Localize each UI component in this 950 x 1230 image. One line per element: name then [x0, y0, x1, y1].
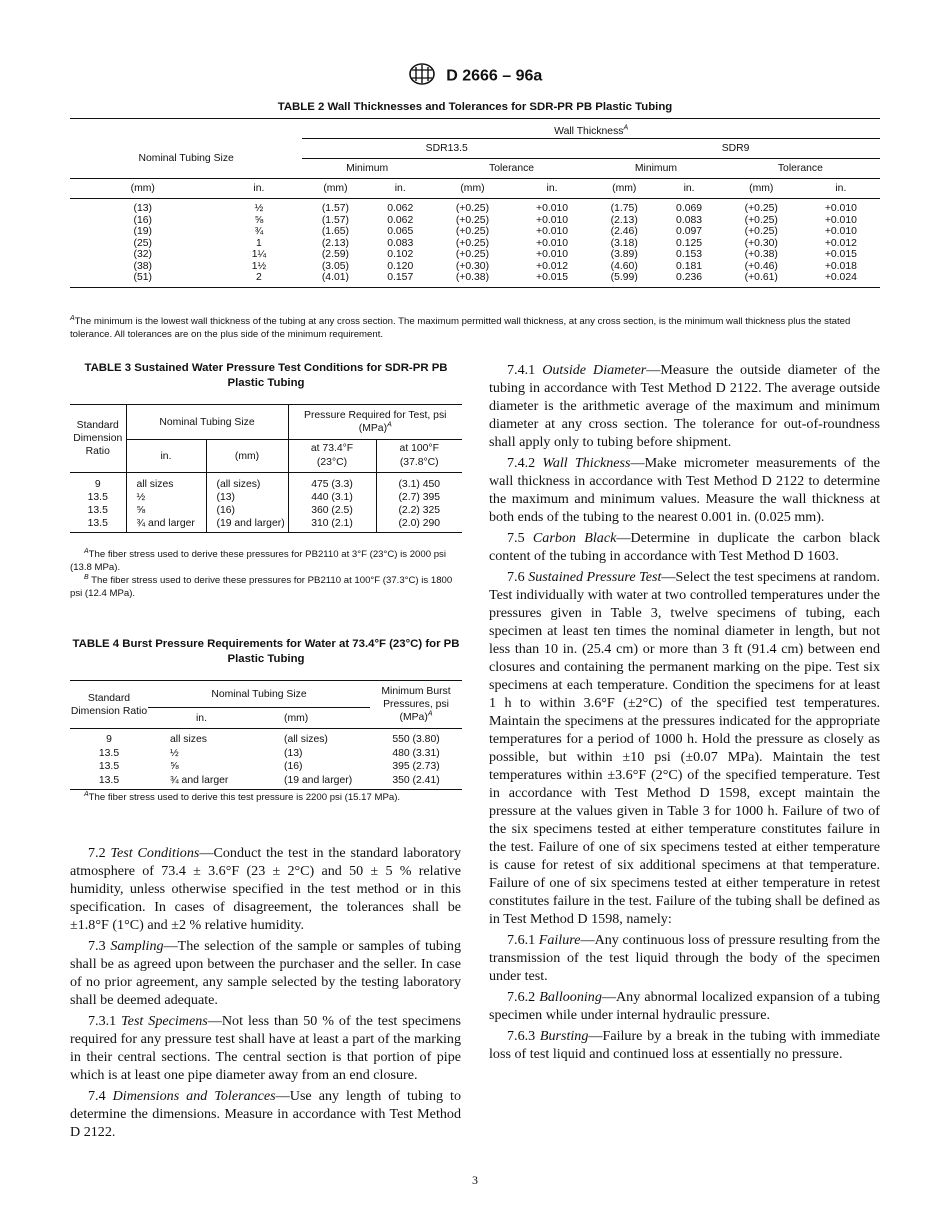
table-cell: +0.010 [536, 237, 569, 249]
table-cell: ⅝ [126, 504, 206, 517]
table-cell: 440 (3.1) [288, 491, 376, 504]
page-header [0, 62, 950, 91]
table-cell: (16) [284, 761, 303, 772]
section-7-2: 7.2 Test Conditions—Conduct the test in the standard laboratory atmosphere of 73.4 ± 3.6°F (23 ± 2°C) and 50 ± 5 % relative humidity, unless otherwise specified in the test method or in this specification. In cases of disagreement, the tolerances shall be ±1.8°F (1°C) and ±2 % relative humidity. [70, 845, 461, 933]
table-cell: ½ [170, 747, 179, 759]
table-cell: (19) [133, 226, 152, 237]
table-cell: +0.010 [824, 203, 857, 214]
table-cell: (+0.38) [432, 272, 513, 287]
table-cell: +0.012 [824, 237, 857, 249]
table-cell: (+0.25) [455, 249, 490, 260]
mm-header: (mm) [206, 440, 288, 473]
table-cell: 1¼ [251, 249, 267, 260]
table-row [70, 238, 880, 250]
table4 [70, 680, 462, 790]
table-row [70, 491, 462, 504]
in-header: in. [802, 179, 880, 199]
table-cell: +0.010 [824, 214, 857, 226]
table-cell: (+0.25) [744, 214, 778, 226]
mm-header: (mm) [276, 708, 370, 729]
table-cell: (+0.25) [744, 226, 778, 237]
table-cell: (+0.25) [455, 226, 490, 237]
table-cell: (3.1) 450 [376, 473, 462, 492]
table-cell: ½ [126, 491, 206, 504]
table-cell: 310 (2.1) [288, 517, 376, 533]
table4-caption: TABLE 4 Burst Pressure Requirements for Water at 73.4°F (23°C) for PB Plastic Tubing [72, 638, 460, 665]
table-cell: 0.157 [369, 272, 432, 287]
table-cell: (all sizes) [206, 473, 288, 492]
table-cell: (1.57) [321, 214, 349, 226]
table-cell: (32) [133, 249, 152, 260]
tolerance-header: Tolerance [432, 159, 591, 179]
in-header: in. [513, 179, 591, 199]
in-header: in. [148, 708, 276, 729]
nominal-size-header: Nominal Tubing Size [70, 139, 302, 179]
table-cell: (all sizes) [284, 734, 328, 745]
section-7-6: 7.6 Sustained Pressure Test—Select the test specimens at random. Test individually with water at two controlled temperatures under the pressures given in Table 3, twelve specimens of tubing, each specimen at least ten times the nominal diameter in length, but not less than 10 in. (25.4 cm) or more than 3 ft (91.4 cm) between end closures and containing the permanent marking on the pipe. Test six specimens at each temperature. Condition the specimens for at least 1 h to within 3.6°F (±2°C) of the specified test temperatures. Maintain the specimens at the pressures indicated for the appropriate temperatures for a period of 1000 h. Hold the pressure as closely as possible, but within ±10 psi (±0.07 MPa). Maintain the test temperatures within ±3.6°F (2°C) of the specified temperature. Test in accordance with Test Method D 1598, except maintain the pressure at the values given in Table 3 for 1000 h. Failure of two of the six specimens tested at either temperature constitutes failure in the test. Failure of one of six specimens tested at either temperature is cause for retest of six additional specimens at that temperature. Failure of one of six specimens tested at either temperature in retest constitutes failure in the test. Failure of the tubing shall be defined as in Test Method D 1598, namely: [489, 569, 880, 927]
document-designation: D 2666 – 96a [446, 67, 543, 85]
table-row [70, 272, 880, 287]
table-cell: (+0.25) [744, 203, 778, 214]
sdr13-header: SDR13.5 [302, 139, 591, 159]
table-cell: ¾ [254, 226, 264, 237]
table-cell: (2.7) 395 [376, 491, 462, 504]
burst-header: Minimum Burst Pressures, psi (MPa)$^A$ [370, 681, 462, 729]
table-cell: 475 (3.3) [288, 473, 376, 492]
table2-caption: TABLE 2 Wall Thicknesses and Tolerances for SDR-PR PB Plastic Tubing [277, 101, 673, 113]
astm-logo-icon [408, 62, 436, 91]
table-cell: 13.5 [70, 517, 126, 533]
table2 [70, 118, 880, 288]
minimum-header: Minimum [591, 159, 721, 179]
table-cell: +0.010 [536, 214, 569, 226]
table-cell: 0.181 [676, 260, 703, 272]
table-cell: 0.083 [387, 237, 414, 249]
section-7-4-1: 7.4.1 Outside Diameter—Measure the outside diameter of the tubing in accordance with Test Method D 2122. The average outside diameter is the arithmetic average of the maximum and minimum diameter at any cross section. The tolerance for out-of-roundness shall apply only to tubing before shipment. [489, 362, 880, 450]
left-column-text [70, 844, 461, 1141]
table2-footnote: $^A$The minimum is the lowest wall thickness of the tubing at any cross section. The maximum permitted wall thickness, at any cross section, is the minimum wall thickness plus the stated tolerance. All tolerances are on the plus side of the minimum requirement. [70, 314, 851, 340]
table-cell: 13.5 [98, 747, 120, 759]
table-row [70, 517, 462, 533]
std-dim-header: Standard Dimension Ratio [70, 405, 126, 473]
table-cell: 0.236 [657, 272, 720, 287]
table-cell: (+0.25) [455, 203, 490, 214]
table-cell: (2.2) 325 [376, 504, 462, 517]
table-row [70, 747, 462, 761]
mm-header: (mm) [591, 179, 657, 199]
table-cell: (2.13) [610, 214, 638, 226]
nominal-size-header: Nominal Tubing Size [148, 681, 370, 708]
table-cell: (25) [133, 237, 152, 249]
table-cell: (4.01) [302, 272, 368, 287]
table-cell: 13.5 [98, 761, 120, 772]
table-cell: (1.57) [321, 203, 349, 214]
table-cell: 0.120 [387, 260, 414, 272]
table-cell: (16) [133, 214, 152, 226]
table-cell: 0.125 [676, 237, 703, 249]
table-cell: (+0.25) [455, 237, 490, 249]
table-row [70, 215, 880, 227]
table-cell: (38) [133, 260, 152, 272]
section-7-4-2: 7.4.2 Wall Thickness—Make micrometer measurements of the wall thickness in accordance with Test Method D 2122 to determine the maximum and minimum values. Measure the wall thickness at both ends of the tubing to the nearest 0.001 in. (0.025 mm). [489, 455, 880, 525]
table4-footnote: $^A$The fiber stress used to derive this test pressure is 2200 psi (15.17 MPa). [84, 790, 401, 803]
table-cell: (13) [206, 491, 288, 504]
table-cell: (1.75) [610, 203, 638, 214]
table-cell: +0.018 [824, 260, 857, 272]
section-7-6-1: 7.6.1 Failure—Any continuous loss of pressure resulting from the transmission of the test liquid through the body of the specimen under test. [489, 932, 880, 984]
table-cell: +0.010 [536, 203, 569, 214]
table-cell: +0.010 [536, 249, 569, 260]
table-cell: 0.062 [387, 203, 414, 214]
section-7-3-1: 7.3.1 Test Specimens—Not less than 50 % of the test specimens required for any pressure test shall have at least a part of the marking in their central sections. The central section is that portion of pipe which is at least one pipe diameter away from an end closure. [70, 1013, 461, 1083]
table-cell: 13.5 [87, 492, 108, 503]
table-cell: (2.46) [610, 226, 638, 237]
table-cell: 0.153 [676, 249, 703, 260]
table-cell: 0.062 [387, 214, 414, 226]
nominal-size-header: Nominal Tubing Size [126, 405, 288, 440]
std-dim-header: Standard Dimension Ratio [70, 681, 148, 729]
table-cell: (13) [133, 203, 152, 214]
temp1-header: at 73.4°F (23°C) [288, 440, 376, 473]
table-cell: 2 [216, 272, 303, 287]
table-cell: (2.0) 290 [376, 517, 462, 533]
table-row [70, 774, 462, 790]
tolerance-header: Tolerance [721, 159, 880, 179]
table-cell: ⅝ [254, 214, 264, 226]
section-7-5: 7.5 Carbon Black—Determine in duplicate the carbon black content of the tubing in accordance with Test Method D 1603. [489, 530, 881, 564]
section-7-6-2: 7.6.2 Ballooning—Any abnormal localized expansion of a tubing specimen while under internal hydraulic pressure. [489, 989, 880, 1023]
sdr9-header: SDR9 [591, 139, 880, 159]
table-row [70, 504, 462, 517]
table-cell: all sizes [170, 734, 207, 745]
table-cell: (4.60) [610, 260, 638, 272]
table3 [70, 404, 462, 533]
table-cell: (+0.30) [455, 260, 490, 272]
table-cell: 0.069 [676, 203, 703, 214]
table-row [70, 261, 880, 273]
table-cell: ¾ and larger [148, 774, 276, 790]
table-cell: +0.010 [824, 226, 857, 237]
in-header: in. [369, 179, 432, 199]
table-cell: (2.59) [321, 249, 349, 260]
mm-header: (mm) [721, 179, 802, 199]
table-cell: 9 [94, 479, 101, 490]
table-row [70, 199, 880, 215]
table-cell: (3.18) [610, 237, 638, 249]
table-cell: (1.65) [321, 226, 349, 237]
table-cell: +0.010 [536, 226, 569, 237]
table-cell: (3.89) [610, 249, 638, 260]
table-cell: 1 [256, 237, 262, 249]
table-cell: ¾ and larger [126, 517, 206, 533]
table-cell: (+0.61) [721, 272, 802, 287]
table3-footnotes: $^A$The fiber stress used to derive these pressures for PB2110 at 3°F (23°C) is 2000 psi (13.8 MPa). $^B$ The fiber stress used to derive these pressures for PB2110 at 100°F (37.3°C) is 1800 psi (12.4 MPa). [70, 547, 453, 599]
table-cell: 9 [106, 734, 112, 745]
table3-caption: TABLE 3 Sustained Water Pressure Test Conditions for SDR-PR PB Plastic Tubing [84, 362, 448, 389]
table-cell: (5.99) [591, 272, 657, 287]
table-row [70, 729, 462, 747]
table-row [70, 249, 880, 261]
table-cell: (19 and larger) [276, 774, 370, 790]
temp2-header: at 100°F (37.8°C) [376, 440, 462, 473]
table-cell: 13.5 [70, 774, 148, 790]
section-7-3: 7.3 Sampling—The selection of the sample or samples of tubing shall be as agreed upon between the purchaser and the seller. In case of no prior agreement, any sample selected by the testing laboratory shall be deemed adequate. [70, 938, 461, 1008]
table-row [70, 473, 462, 492]
table-cell: 395 (2.73) [392, 761, 440, 772]
minimum-header: Minimum [302, 159, 432, 179]
table-cell: (2.13) [321, 237, 349, 249]
table-cell: (51) [70, 272, 216, 287]
table-cell: +0.015 [513, 272, 591, 287]
table-cell: (+0.25) [455, 214, 490, 226]
table-cell: (+0.38) [744, 249, 778, 260]
mm-header: (mm) [70, 179, 216, 199]
in-header: in. [126, 440, 206, 473]
right-column-text [489, 361, 880, 1063]
table-cell: ½ [254, 203, 264, 214]
table-cell: (19 and larger) [206, 517, 288, 533]
table-cell: ⅝ [170, 761, 179, 772]
table-cell: +0.015 [824, 249, 857, 260]
table-cell: 0.083 [676, 214, 703, 226]
section-7-6-3: 7.6.3 Bursting—Failure by a break in the tubing with immediate loss of test liquid and continued loss at essentially no pressure. [489, 1028, 880, 1062]
mm-header: (mm) [432, 179, 513, 199]
table-cell: 360 (2.5) [288, 504, 376, 517]
table-cell: (+0.46) [744, 260, 778, 272]
table-cell: 1½ [251, 260, 267, 272]
section-7-4: 7.4 Dimensions and Tolerances—Use any length of tubing to determine the dimensions. Measure in accordance with Test Method D 2122. [70, 1088, 462, 1140]
in-header: in. [216, 179, 303, 199]
table-cell: +0.012 [536, 260, 569, 272]
table-cell: (13) [284, 747, 303, 759]
table-cell: (16) [206, 504, 288, 517]
table-cell: (3.05) [321, 260, 349, 272]
table-cell: 13.5 [87, 505, 108, 516]
table-row [70, 760, 462, 774]
table-cell: all sizes [126, 473, 206, 492]
wall-thickness-header: Wall Thickness$^A$ [302, 119, 880, 139]
table-cell: 550 (3.80) [392, 734, 440, 745]
table-row [70, 226, 880, 238]
table-cell: +0.024 [802, 272, 880, 287]
in-header: in. [657, 179, 720, 199]
table-cell: 480 (3.31) [392, 747, 440, 759]
table-cell: 0.102 [387, 249, 414, 260]
table-cell: (+0.30) [744, 237, 778, 249]
pressure-header: Pressure Required for Test, psi (MPa)$^A$ [288, 405, 462, 440]
table-cell: 350 (2.41) [370, 774, 462, 790]
table-cell: 0.097 [676, 226, 703, 237]
mm-header: (mm) [302, 179, 368, 199]
page-number: 3 [472, 1173, 478, 1187]
table-cell: 0.065 [387, 226, 414, 237]
